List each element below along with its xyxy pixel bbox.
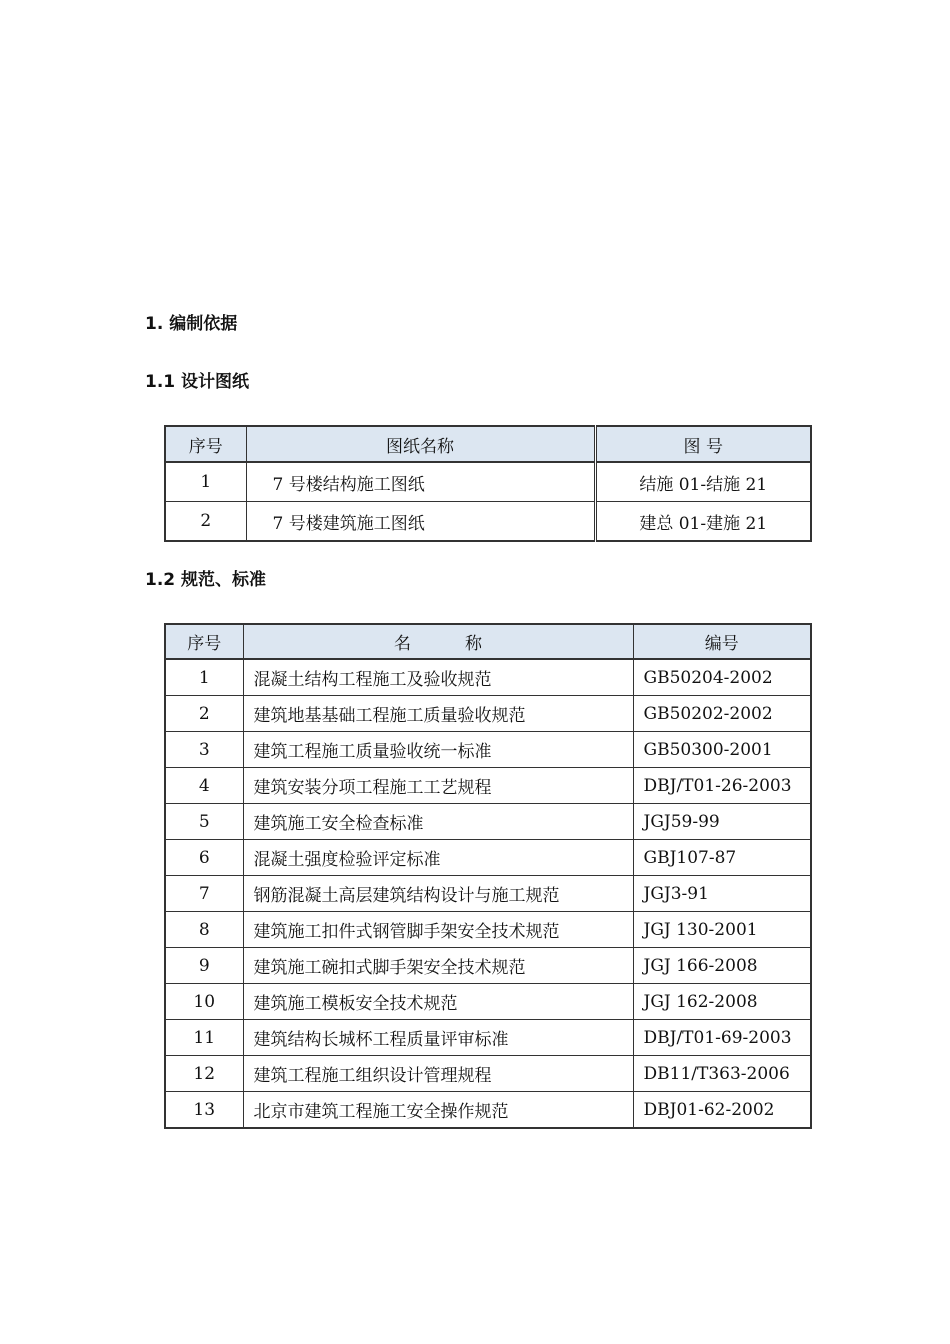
table-row — [165, 1056, 811, 1092]
cell-serial-no: 10 — [165, 984, 243, 1020]
cell-serial-no: 2 — [165, 502, 246, 542]
cell-name: 建筑地基基础工程施工质量验收规范 — [243, 696, 633, 732]
cell-code: GB50202-2002 — [633, 696, 811, 732]
cell-name: 混凝土强度检验评定标准 — [243, 840, 633, 876]
table-row — [165, 462, 811, 502]
table-header-row — [165, 624, 811, 659]
cell-name: 钢筋混凝土高层建筑结构设计与施工规范 — [243, 876, 633, 912]
cell-serial-no: 3 — [165, 732, 243, 768]
cell-serial-no: 13 — [165, 1092, 243, 1129]
header-standard-code: 编号 — [633, 624, 811, 659]
cell-code: JGJ59-99 — [633, 804, 811, 840]
section-heading-standards: 1.2 规范、标准 — [145, 570, 267, 590]
section-heading-drawings: 1.1 设计图纸 — [145, 372, 250, 392]
cell-serial-no: 1 — [165, 659, 243, 696]
header-serial-no: 序号 — [165, 426, 246, 462]
cell-serial-no: 9 — [165, 948, 243, 984]
table-row — [165, 948, 811, 984]
cell-name: 7 号楼建筑施工图纸 — [246, 502, 595, 542]
cell-name: 建筑结构长城杯工程质量评审标准 — [243, 1020, 633, 1056]
table-row — [165, 984, 811, 1020]
cell-serial-no: 12 — [165, 1056, 243, 1092]
cell-serial-no: 5 — [165, 804, 243, 840]
header-drawing-name: 图纸名称 — [246, 426, 595, 462]
table-row — [165, 840, 811, 876]
header-drawing-number: 图 号 — [595, 426, 811, 462]
cell-code: DBJ/T01-26-2003 — [633, 768, 811, 804]
table-row — [165, 1020, 811, 1056]
cell-serial-no: 6 — [165, 840, 243, 876]
cell-name: 建筑施工模板安全技术规范 — [243, 984, 633, 1020]
cell-code: JGJ 162-2008 — [633, 984, 811, 1020]
table-row — [165, 876, 811, 912]
cell-code: JGJ3-91 — [633, 876, 811, 912]
table-row — [165, 1092, 811, 1129]
table-row — [165, 659, 811, 696]
table-row — [165, 804, 811, 840]
cell-serial-no: 2 — [165, 696, 243, 732]
drawings-table — [164, 425, 812, 542]
cell-serial-no: 4 — [165, 768, 243, 804]
standards-table — [164, 623, 812, 1129]
header-serial-no: 序号 — [165, 624, 243, 659]
table-row — [165, 768, 811, 804]
cell-code: 建总 01-建施 21 — [595, 502, 811, 542]
cell-name: 建筑安装分项工程施工工艺规程 — [243, 768, 633, 804]
section-heading-basis: 1. 编制依据 — [145, 314, 238, 334]
cell-code: GB50300-2001 — [633, 732, 811, 768]
cell-code: GB50204-2002 — [633, 659, 811, 696]
cell-serial-no: 1 — [165, 462, 246, 502]
cell-name: 建筑工程施工组织设计管理规程 — [243, 1056, 633, 1092]
cell-name: 混凝土结构工程施工及验收规范 — [243, 659, 633, 696]
cell-name: 7 号楼结构施工图纸 — [246, 462, 595, 502]
cell-code: DB11/T363-2006 — [633, 1056, 811, 1092]
table-row — [165, 732, 811, 768]
cell-serial-no: 11 — [165, 1020, 243, 1056]
header-standard-name: 名 称 — [243, 624, 633, 659]
cell-name: 建筑施工扣件式钢管脚手架安全技术规范 — [243, 912, 633, 948]
table-row — [165, 502, 811, 542]
cell-code: JGJ 130-2001 — [633, 912, 811, 948]
cell-name: 建筑施工碗扣式脚手架安全技术规范 — [243, 948, 633, 984]
cell-code: JGJ 166-2008 — [633, 948, 811, 984]
cell-name: 北京市建筑工程施工安全操作规范 — [243, 1092, 633, 1129]
table-row — [165, 696, 811, 732]
cell-serial-no: 8 — [165, 912, 243, 948]
cell-code: DBJ/T01-69-2003 — [633, 1020, 811, 1056]
table-row — [165, 912, 811, 948]
cell-code: 结施 01-结施 21 — [595, 462, 811, 502]
cell-name: 建筑工程施工质量验收统一标准 — [243, 732, 633, 768]
cell-code: DBJ01-62-2002 — [633, 1092, 811, 1129]
cell-serial-no: 7 — [165, 876, 243, 912]
cell-code: GBJ107-87 — [633, 840, 811, 876]
cell-name: 建筑施工安全检查标准 — [243, 804, 633, 840]
table-header-row — [165, 426, 811, 462]
